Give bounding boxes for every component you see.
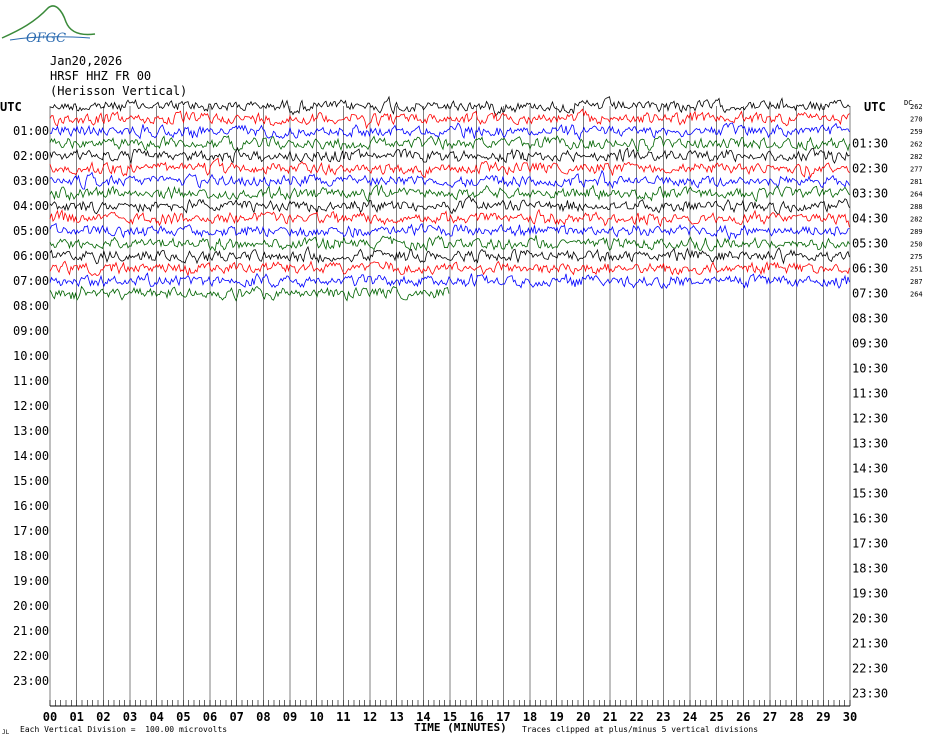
right-hour-label: 08:30 bbox=[852, 311, 889, 326]
x-tick-label: 21 bbox=[602, 710, 618, 724]
x-tick-label: 27 bbox=[762, 710, 778, 724]
logo-text: OFGC bbox=[26, 31, 67, 45]
vertical-division-note: Each Vertical Division = 100.00 microvolts bbox=[20, 725, 228, 734]
right-hour-label: 12:30 bbox=[852, 411, 889, 426]
right-hour-label: 11:30 bbox=[852, 386, 889, 401]
left-hour-label: 08:00 bbox=[13, 299, 50, 313]
x-tick-label: 20 bbox=[576, 710, 591, 724]
x-tick-label: 04 bbox=[149, 710, 164, 724]
x-tick-label: 15 bbox=[442, 710, 458, 724]
right-hour-label: 17:30 bbox=[852, 536, 889, 551]
x-tick-label: 26 bbox=[736, 710, 751, 724]
dc-offset-label: 264 bbox=[910, 190, 923, 199]
left-hour-label: 13:00 bbox=[13, 424, 50, 438]
right-hour-label: 18:30 bbox=[852, 561, 889, 576]
dc-offset-label: 275 bbox=[910, 253, 923, 261]
x-tick-label: 13 bbox=[389, 710, 404, 724]
x-tick-label: 30 bbox=[842, 710, 858, 724]
x-tick-label: 24 bbox=[682, 710, 698, 724]
x-tick-label: 03 bbox=[122, 710, 138, 724]
x-tick-label: 11 bbox=[336, 710, 351, 724]
left-hour-label: 19:00 bbox=[13, 574, 50, 588]
x-tick-label: 09 bbox=[282, 710, 298, 724]
x-tick-label: 07 bbox=[229, 710, 244, 724]
station-location: (Herisson Vertical) bbox=[50, 84, 188, 98]
x-tick-label: 28 bbox=[789, 710, 804, 724]
right-hour-label: 02:30 bbox=[852, 161, 889, 176]
right-hour-label: 05:30 bbox=[852, 236, 889, 251]
dc-offset-label: 262 bbox=[910, 140, 923, 149]
right-hour-label: 07:30 bbox=[852, 286, 889, 301]
right-hour-label: 22:30 bbox=[852, 661, 889, 676]
x-tick-label: 01 bbox=[69, 710, 84, 724]
x-tick-label: 00 bbox=[42, 710, 58, 724]
left-hour-label: 22:00 bbox=[13, 649, 50, 663]
x-tick-label: 14 bbox=[416, 710, 431, 724]
left-hour-label: 10:00 bbox=[13, 349, 50, 363]
x-tick-label: 06 bbox=[202, 710, 218, 724]
right-hour-label: 19:30 bbox=[852, 586, 889, 601]
x-tick-label: 12 bbox=[362, 710, 378, 724]
left-hour-label: 18:00 bbox=[13, 549, 50, 563]
left-hour-label: 06:00 bbox=[13, 249, 50, 263]
left-hour-label: 02:00 bbox=[13, 149, 50, 163]
dc-title: DC bbox=[904, 99, 913, 107]
left-hour-label: 04:00 bbox=[13, 199, 50, 213]
x-tick-label: 25 bbox=[709, 710, 724, 724]
left-hour-label: 23:00 bbox=[13, 674, 50, 688]
right-hour-label: 03:30 bbox=[852, 186, 889, 201]
left-hour-label: 12:00 bbox=[13, 399, 50, 413]
chart-date: Jan20,2026 bbox=[50, 54, 123, 68]
left-utc-title: UTC bbox=[0, 100, 22, 114]
dc-offset-label: 282 bbox=[910, 215, 923, 224]
x-tick-label: 10 bbox=[309, 710, 324, 724]
x-tick-label: 22 bbox=[629, 710, 644, 724]
dc-offset-label: 282 bbox=[910, 153, 923, 161]
dc-offset-label: 288 bbox=[910, 203, 923, 211]
left-hour-label: 21:00 bbox=[13, 624, 50, 638]
dc-offset-label: 287 bbox=[910, 278, 923, 286]
clip-note: Traces clipped at plus/minus 5 vertical divisions bbox=[522, 725, 759, 734]
right-hour-label: 04:30 bbox=[852, 211, 889, 226]
dc-offset-label: 251 bbox=[910, 265, 923, 274]
x-tick-label: 17 bbox=[496, 710, 511, 724]
trace-line bbox=[50, 287, 449, 301]
left-hour-label: 17:00 bbox=[13, 524, 50, 538]
right-hour-label: 06:30 bbox=[852, 261, 889, 276]
x-axis-title: TIME (MINUTES) bbox=[414, 721, 507, 734]
dc-offset-label: 264 bbox=[910, 290, 923, 299]
right-hour-label: 10:30 bbox=[852, 361, 889, 376]
left-hour-label: 16:00 bbox=[13, 499, 50, 513]
x-tick-label: 18 bbox=[522, 710, 538, 724]
right-hour-label: 14:30 bbox=[852, 461, 889, 476]
x-tick-label: 05 bbox=[176, 710, 191, 724]
right-hour-label: 09:30 bbox=[852, 336, 889, 351]
x-tick-label: 23 bbox=[656, 710, 671, 724]
dc-offset-labels bbox=[910, 103, 923, 299]
left-hour-label: 07:00 bbox=[13, 274, 50, 288]
minute-grid bbox=[50, 106, 850, 706]
right-hour-label: 15:30 bbox=[852, 486, 889, 501]
left-hour-labels bbox=[13, 124, 49, 688]
right-hour-label: 23:30 bbox=[852, 686, 889, 701]
dc-offset-label: 250 bbox=[910, 240, 923, 249]
x-tick-label: 16 bbox=[469, 710, 484, 724]
x-tick-label: 19 bbox=[549, 710, 564, 724]
right-hour-label: 16:30 bbox=[852, 511, 889, 526]
dc-offset-label: 262 bbox=[910, 103, 923, 111]
right-hour-label: 20:30 bbox=[852, 611, 889, 626]
left-hour-label: 01:00 bbox=[13, 124, 50, 138]
left-hour-label: 14:00 bbox=[13, 449, 50, 463]
left-hour-label: 15:00 bbox=[13, 474, 50, 488]
dc-offset-label: 270 bbox=[910, 115, 923, 124]
station-name: HRSF HHZ FR 00 bbox=[50, 69, 152, 83]
dc-offset-label: 277 bbox=[910, 165, 923, 174]
right-hour-label: 01:30 bbox=[852, 136, 889, 151]
left-hour-label: 11:00 bbox=[13, 374, 50, 388]
x-tick-label: 08 bbox=[256, 710, 271, 724]
right-hour-label: 21:30 bbox=[852, 636, 889, 651]
left-hour-label: 20:00 bbox=[13, 599, 50, 613]
left-hour-label: 05:00 bbox=[13, 224, 50, 238]
dc-offset-label: 289 bbox=[910, 228, 923, 236]
right-utc-title: UTC bbox=[864, 100, 886, 114]
corner-mark: JL bbox=[2, 729, 10, 736]
dc-offset-label: 259 bbox=[910, 128, 923, 136]
right-hour-label: 13:30 bbox=[852, 436, 889, 451]
dc-offset-label: 281 bbox=[910, 178, 923, 186]
left-hour-label: 09:00 bbox=[13, 324, 50, 338]
right-hour-labels bbox=[852, 137, 888, 701]
left-hour-label: 03:00 bbox=[13, 174, 50, 188]
x-tick-label: 29 bbox=[816, 710, 831, 724]
x-tick-label: 02 bbox=[96, 710, 111, 724]
